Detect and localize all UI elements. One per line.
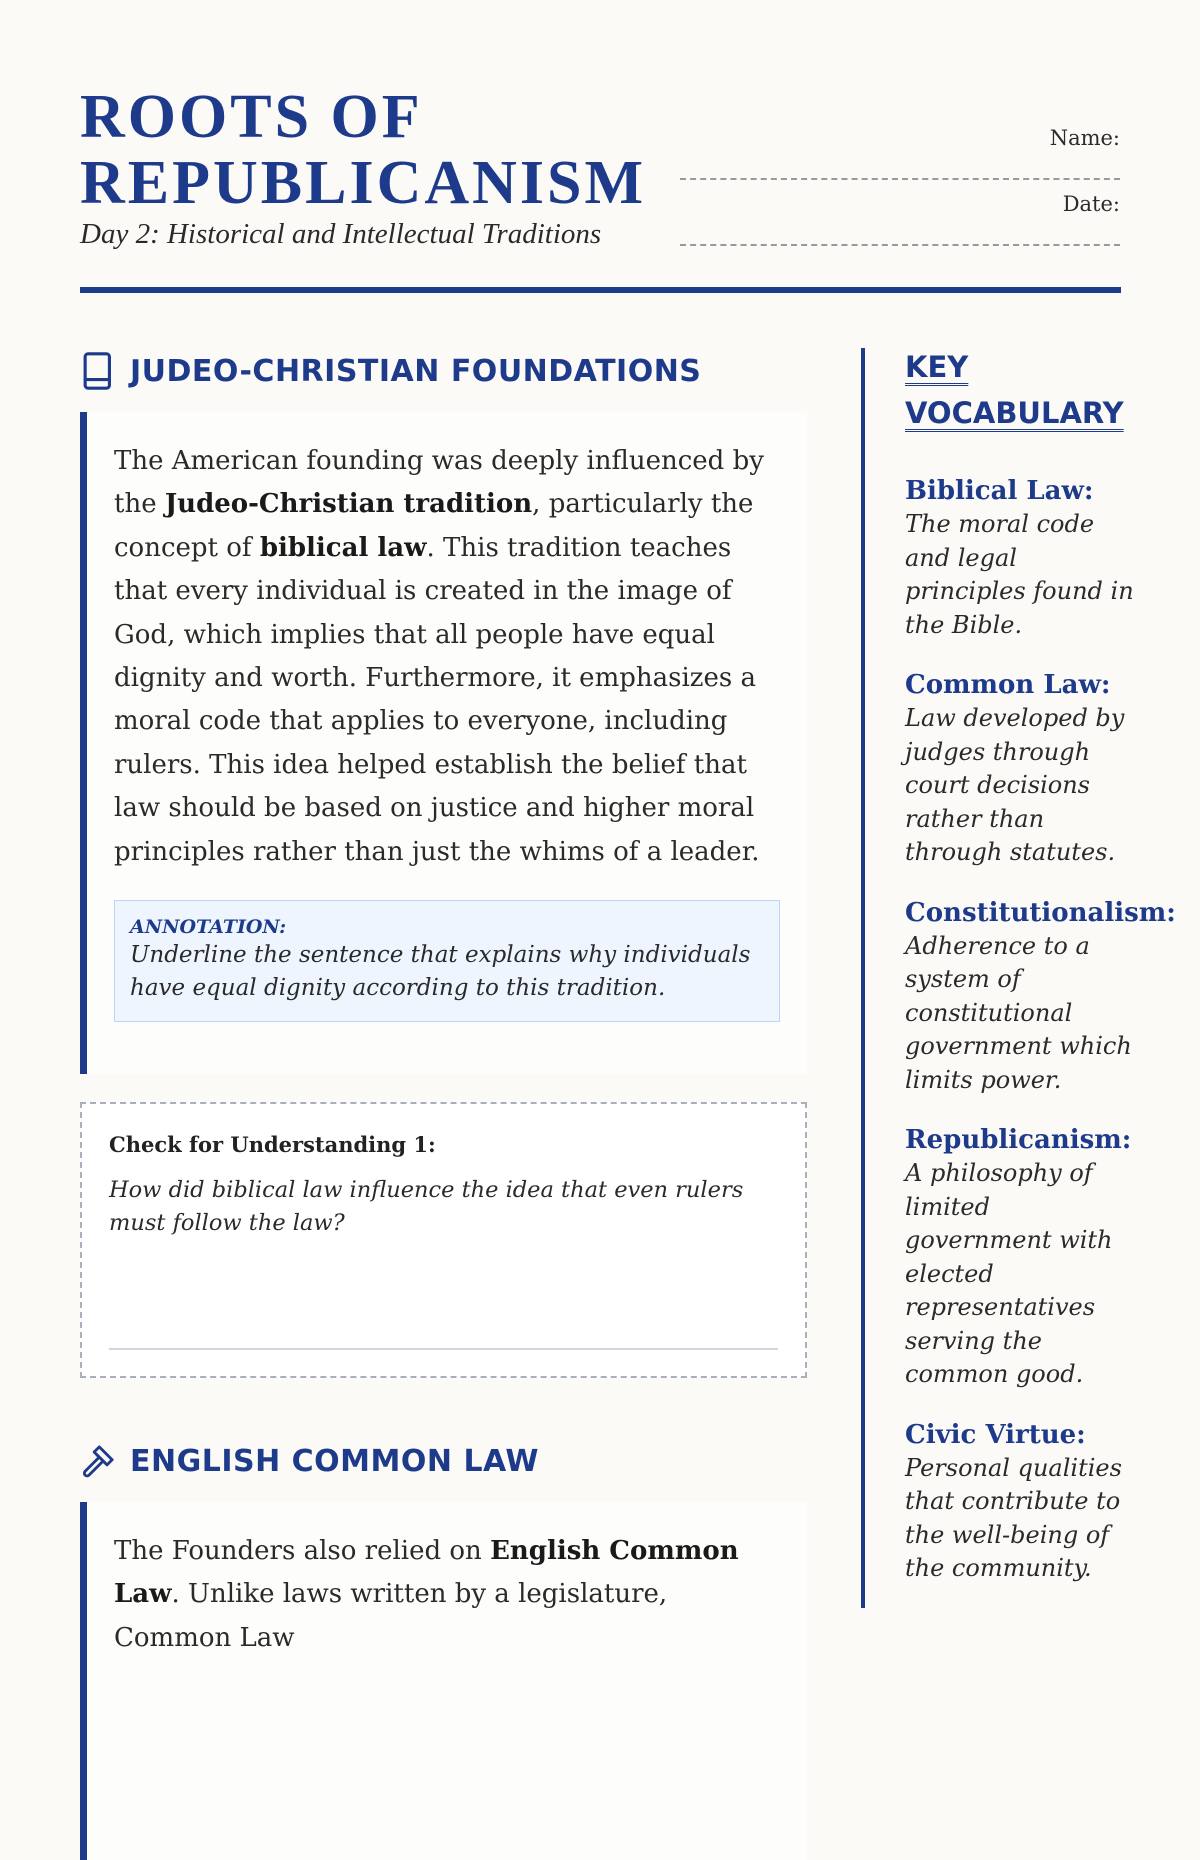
reading-panel	[80, 1502, 807, 1860]
worksheet-header	[80, 84, 1120, 252]
section-judeo-christian	[80, 340, 807, 1378]
name-label: Name:	[1049, 126, 1120, 150]
term-name: Constitutionalism:	[905, 897, 1176, 928]
section-heading	[80, 1430, 807, 1492]
gavel-icon	[80, 1441, 116, 1481]
student-info	[680, 126, 1120, 258]
vocab-term	[905, 1123, 1185, 1392]
key-term: biblical law	[259, 532, 427, 563]
key-term: Judeo-Christian tradition	[164, 489, 533, 520]
header-divider	[80, 287, 1121, 293]
section-heading	[80, 340, 807, 402]
text-run: . This tradition teaches that every individual is created in the image of God, which implies that all people have equal dignity and worth. Furthermore, it emphasizes a moral code that applies to everyone, including rulers. This idea helped establish the belief that law should be based on justice and higher moral principles rather than just the whims of a leader.	[114, 532, 760, 867]
vocabulary-title: KEY VOCABULARY	[905, 350, 1124, 430]
vocabulary-sidebar	[861, 348, 1185, 1608]
vocab-term	[905, 474, 1185, 642]
text-run: The Founders also relied on	[114, 1536, 491, 1567]
section-english-common-law	[80, 1430, 807, 1860]
text-run: The American founding was deeply influenced by the	[114, 446, 764, 520]
text-run: . Unlike laws written by a legislature, Common Law	[114, 1579, 668, 1653]
reading-text	[114, 440, 780, 874]
reading-text	[114, 1530, 780, 1660]
name-field	[680, 126, 1120, 180]
reading-panel	[80, 412, 807, 1074]
term-name: Republicanism:	[905, 1125, 1132, 1155]
title-line-1: ROOTS OF	[80, 83, 423, 151]
annotation-label: ANNOTATION:	[130, 916, 287, 939]
section-title: ENGLISH COMMON LAW	[130, 1443, 540, 1479]
term-definition: The moral code and legal principles found in the Bible.	[905, 510, 1134, 639]
book-icon	[80, 351, 116, 391]
text-run: , particularly the concept of	[114, 489, 754, 563]
page-title	[80, 84, 700, 216]
date-blank-line[interactable]	[680, 244, 1120, 246]
main-content	[80, 340, 807, 1860]
term-name: Common Law:	[905, 670, 1111, 700]
date-field	[680, 192, 1120, 246]
section-title: JUDEO-CHRISTIAN FOUNDATIONS	[130, 353, 702, 389]
check-title: Check for Understanding 1:	[109, 1132, 436, 1158]
term-definition: A philosophy of limited government with elected representatives serving the common good.	[905, 1159, 1113, 1388]
name-blank-line[interactable]	[680, 178, 1120, 180]
page-subtitle: Day 2: Historical and Intellectual Traditions	[80, 218, 602, 250]
vocab-term	[905, 668, 1185, 870]
term-name: Biblical Law:	[905, 476, 1094, 506]
key-term: English Common Law	[114, 1536, 739, 1610]
term-definition: Law developed by judges through court decisions rather than through statutes.	[905, 704, 1125, 866]
date-label: Date:	[1062, 192, 1120, 216]
check-for-understanding-box	[80, 1102, 807, 1378]
check-question: How did biblical law influence the idea that even rulers must follow the law?	[109, 1177, 744, 1237]
term-definition: Personal qualities that contribute to the well-being of the community.	[905, 1453, 1122, 1582]
vocab-term	[905, 1418, 1185, 1586]
annotation-box	[114, 900, 780, 1022]
term-definition: Adherence to a system of constitutional government which limits power.	[905, 931, 1132, 1094]
annotation-text: Underline the sentence that explains why individuals have equal dignity according to this tradition.	[130, 942, 751, 1002]
term-name: Civic Virtue:	[905, 1419, 1086, 1450]
title-line-2: REPUBLICANISM	[80, 149, 647, 217]
answer-line[interactable]	[109, 1348, 778, 1350]
vocab-term	[905, 896, 1185, 1098]
